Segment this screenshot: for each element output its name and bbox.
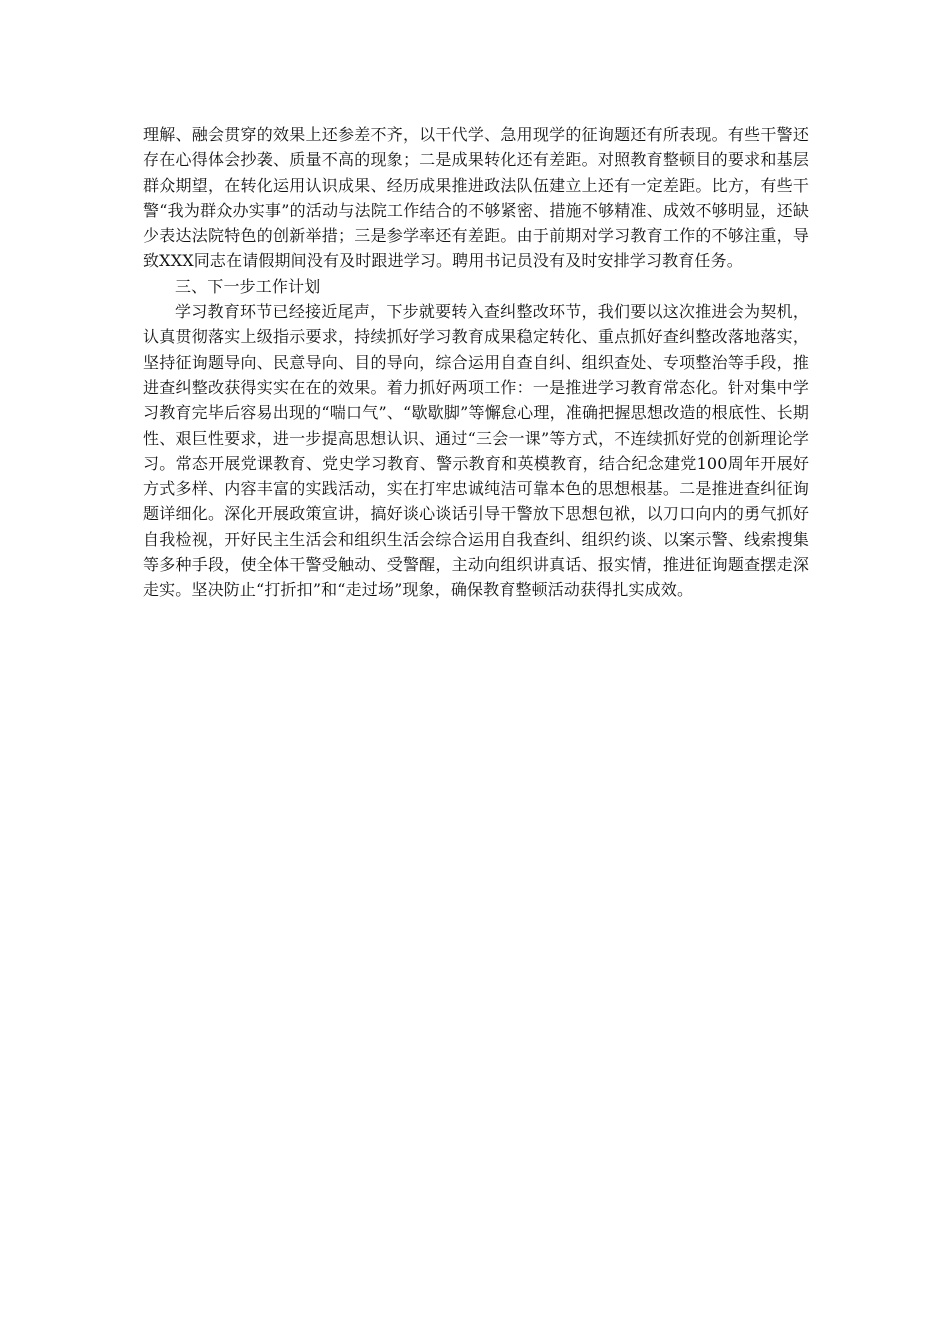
section-heading: 三、下一步工作计划 xyxy=(175,276,321,296)
paragraph-plan: 学习教育环节已经接近尾声，下步就要转入查纠整改环节，我们要以这次推进会为契机，认真贯彻落实上级指示要求，持续抓好学习教育成果稳定转化、重点抓好查纠整改落地落实，坚持征询题导向、民意导向、目的导向，综合运用自查自纠、组织查处、专项整治等手段，推进查纠整改获得实实在在的效果。着力抓好两项工作：一是推进学习教育常态化。针对集中学习教育完毕后容易出现的“喘口气”、“歇歇脚”等懈怠心理，准确把握思想改造的根底性、长期性、艰巨性要求，进一步提高思想认识、通过“三会一课”等方式，不连续抓好党的创新理论学习。常态开展党课教育、党史学习教育、警示教育和英模教育，结合纪念建党100周年开展好方式多样、内容丰富的实践活动，实在打牢忠诚纯洁可靠本色的思想根基。二是推进查纠征询题详细化。深化开展政策宣讲，搞好谈心谈话引导干警放下思想包袱，以刀口向内的勇气抓好自我检视，开好民主生活会和组织生活会综合运用自我查纠、组织约谈、以案示警、线索搜集等多种手段，使全体干警受触动、受警醒，主动向组织讲真话、报实情，推进征询题查摆走深走实。坚决防止“打折扣”和“走过场”现象，确保教育整顿活动获得扎实成效。 xyxy=(143,302,809,600)
paragraph-continued: 理解、融会贯穿的效果上还参差不齐，以干代学、急用现学的征询题还有所表现。有些干警还存在心得体会抄袭、质量不高的现象；二是成果转化还有差距。对照教育整顿目的要求和基层群众期望，在转化运用认识成果、经历成果推进政法队伍建立上还有一定差距。比方，有些干警“我为群众办实事”的活动与法院工作结合的不够紧密、措施不够精准、成效不够明显，还缺少表达法院特色的创新举措；三是参学率还有差距。由于前期对学习教育工作的不够注重，导致XXX同志在请假期间没有及时跟进学习。聘用书记员没有及时安排学习教育任务。 xyxy=(143,125,809,271)
document-body xyxy=(143,122,809,603)
